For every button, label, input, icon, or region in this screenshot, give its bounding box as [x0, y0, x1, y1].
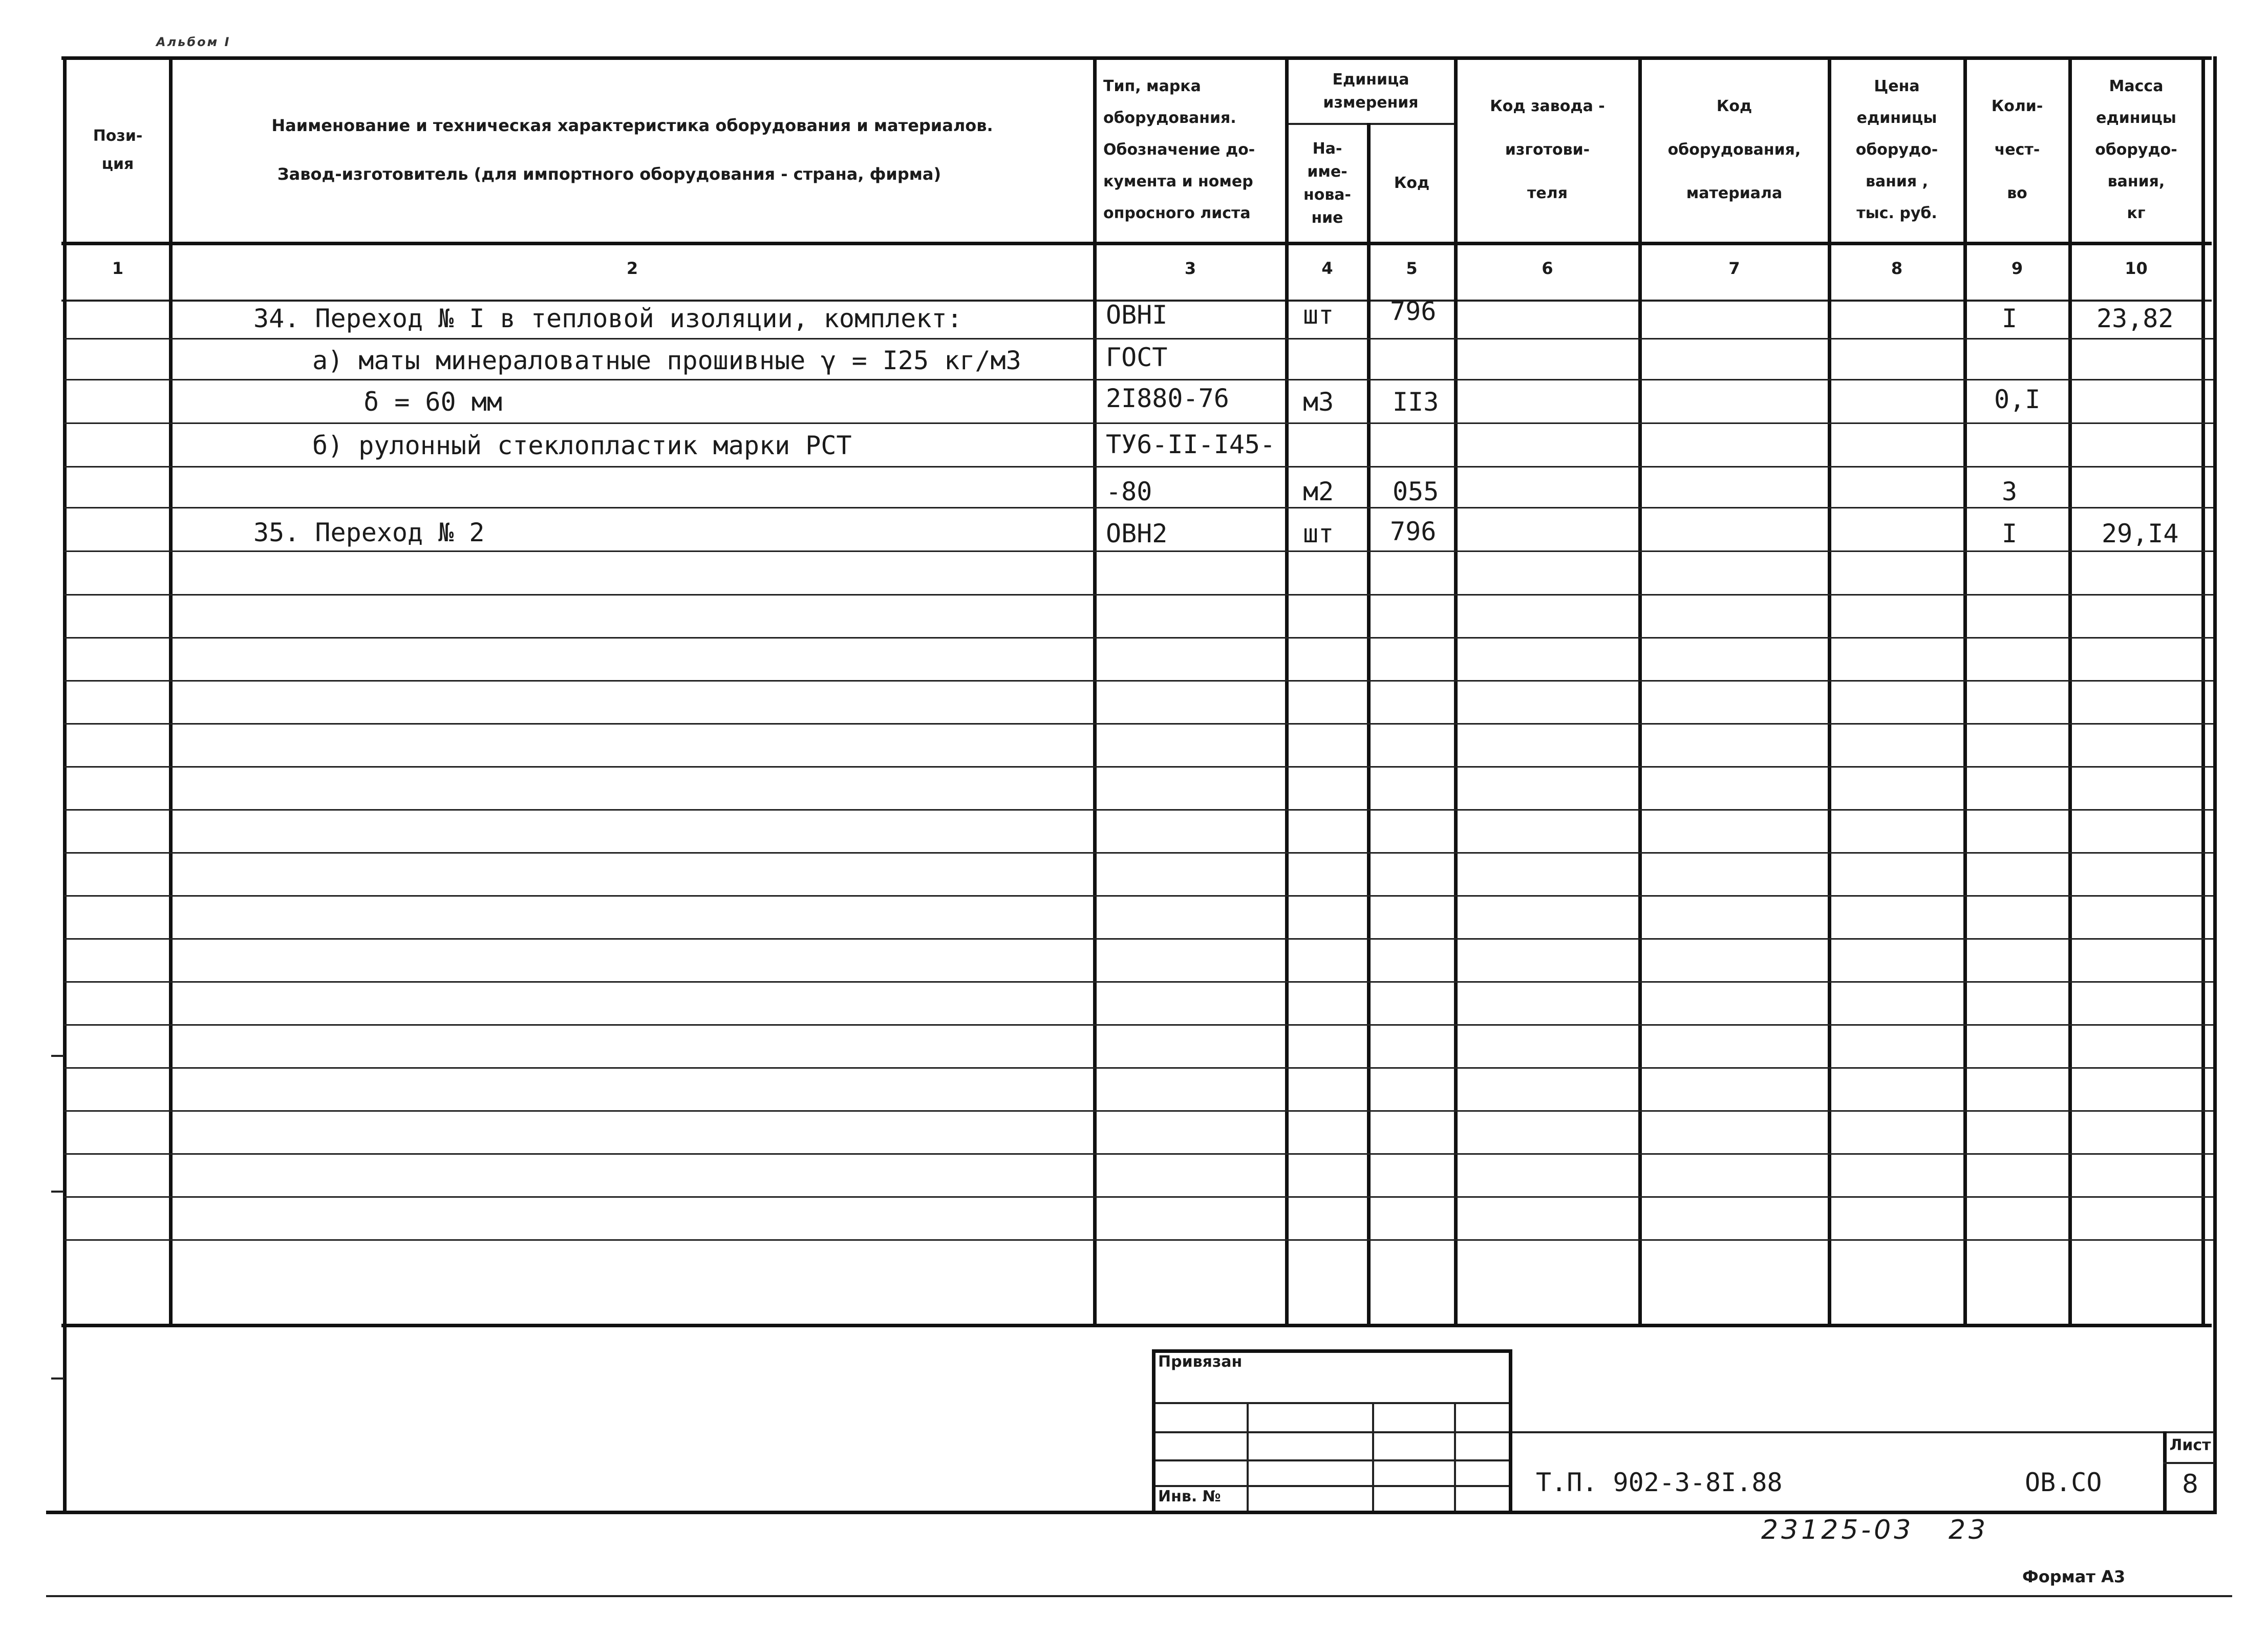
row-separator	[64, 1239, 2213, 1241]
header-price: Цена единицы оборудо- вания , тыс. руб.	[1855, 77, 1938, 222]
row-4-type: ТУ6-II-I45-	[1106, 430, 1276, 459]
row-6-mass: 29,I4	[2102, 519, 2179, 548]
row-separator	[64, 594, 2213, 596]
linked-label: Привязан	[1158, 1353, 1243, 1371]
row-separator	[64, 809, 2213, 811]
row-separator	[64, 1153, 2213, 1155]
row-2-type: ГОСТ	[1106, 343, 1168, 372]
row-5-qty: 3	[2002, 477, 2018, 506]
row-separator	[64, 852, 2213, 854]
header-factory-code: Код завода - изготови- теля	[1490, 97, 1605, 202]
header-mass: Масса единицы оборудо- вания, кг	[2095, 77, 2177, 222]
row-1-name: 34. Переход № I в тепловой изоляции, комплект:	[253, 304, 962, 333]
row-3-name: δ = 60 мм	[363, 387, 502, 417]
row-separator	[64, 1196, 2213, 1198]
row-separator	[64, 637, 2213, 639]
row-separator	[64, 507, 2213, 508]
header-equipment-code: Код оборудования, материала	[1667, 97, 1801, 202]
row-5-type: -80	[1106, 477, 1152, 506]
document-section: ОВ.СО	[2025, 1468, 2102, 1497]
row-4-name: б) рулонный стеклопластик марки РСТ	[312, 431, 852, 460]
sheet-label: Лист	[2169, 1436, 2211, 1454]
column-number-8: 8	[1891, 259, 1903, 278]
row-separator	[64, 422, 2213, 424]
row-6-type: ОВН2	[1106, 519, 1168, 548]
row-5-unit: м2	[1303, 477, 1334, 506]
column-number-9: 9	[2011, 259, 2023, 278]
row-2-name: а) маты минераловатные прошивные γ = I25 кг/м3	[312, 346, 1021, 375]
header-position: Пози- ция	[93, 126, 143, 173]
column-number-10: 10	[2125, 259, 2148, 278]
row-separator	[64, 895, 2213, 897]
row-1-type: ОВНI	[1106, 300, 1168, 330]
header-unit-group: Единица измерения	[1323, 70, 1419, 112]
row-separator	[64, 1110, 2213, 1112]
row-3-unit: м3	[1303, 387, 1334, 417]
row-1-unit-code: 796	[1390, 296, 1437, 326]
header-unit-code: Код	[1394, 174, 1430, 192]
row-separator	[64, 1024, 2213, 1026]
header-unit-name: На- име- нова- ние	[1303, 139, 1352, 227]
row-1-qty: I	[2002, 304, 2018, 333]
row-6-unit: шт	[1303, 519, 1334, 548]
sheet-number: 8	[2182, 1469, 2198, 1499]
header-type: Тип, марка оборудования. Обозначение до- кумента и номер опросного листа	[1103, 77, 1255, 222]
column-number-2: 2	[626, 259, 638, 278]
column-number-4: 4	[1321, 259, 1333, 278]
header-quantity: Коли- чест- во	[1991, 97, 2043, 202]
format-label: Формат А3	[2022, 1567, 2126, 1586]
row-separator	[64, 981, 2213, 983]
handwritten-reference: 23125-03 23	[1761, 1515, 1989, 1545]
row-6-name: 35. Переход № 2	[253, 518, 485, 547]
inventory-number-label: Инв. №	[1158, 1488, 1221, 1505]
column-number-1: 1	[112, 259, 124, 278]
document-code: Т.П. 902-3-8I.88	[1536, 1468, 1783, 1497]
row-separator	[64, 938, 2213, 940]
row-3-unit-code: II3	[1393, 387, 1439, 417]
row-separator	[64, 338, 2213, 340]
column-number-6: 6	[1542, 259, 1553, 278]
row-1-mass: 23,82	[2096, 304, 2174, 333]
column-number-7: 7	[1728, 259, 1740, 278]
header-name: Наименование и техническая характеристика оборудования и материалов. Завод-изготовитель (для импортного оборудования - страна, фирма)	[271, 115, 993, 184]
row-separator	[64, 766, 2213, 768]
row-separator	[64, 550, 2213, 552]
column-number-5: 5	[1406, 259, 1418, 278]
row-separator	[64, 680, 2213, 682]
row-3-type: 2I880-76	[1106, 384, 1229, 413]
column-number-3: 3	[1184, 259, 1196, 278]
row-6-qty: I	[2002, 519, 2018, 548]
row-5-unit-code: 055	[1393, 477, 1439, 506]
album-note: Альбом I	[156, 35, 231, 49]
row-separator	[64, 1067, 2213, 1069]
row-separator	[64, 466, 2213, 468]
row-separator	[64, 723, 2213, 725]
row-6-unit-code: 796	[1390, 517, 1437, 546]
row-1-unit: шт	[1303, 300, 1334, 330]
row-3-qty: 0,I	[1994, 385, 2041, 414]
row-separator	[64, 379, 2213, 380]
